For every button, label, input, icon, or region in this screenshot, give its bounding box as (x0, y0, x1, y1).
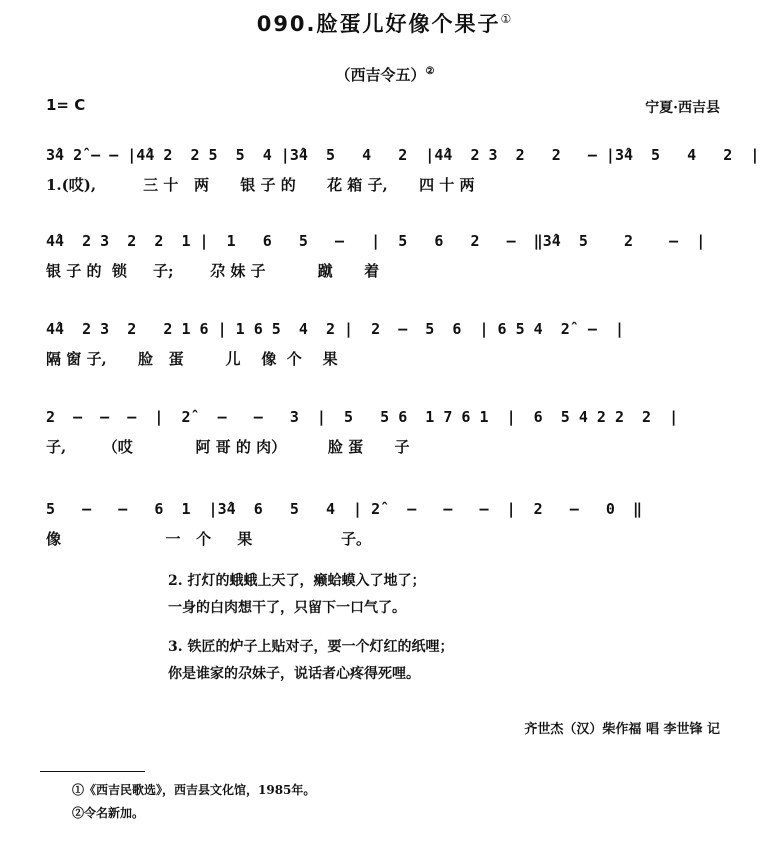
notation-line: 4̂4 2 3 2 2 1 6 | 1 6 5 4 2 | 2 – 5 6 | 6 5 4 2̂ – | (46, 320, 624, 338)
verse-line: 3. 铁匠的炉子上贴对子，要一个灯红的纸哩； (168, 639, 454, 655)
lyric-line: 隔 窗 子, 脸 蛋 儿 像 个 果 (46, 350, 338, 368)
verse-line: 2. 打灯的蛾蛾上天了，癞蛤蟆入了地了； (168, 573, 426, 589)
song-title (0, 8, 770, 38)
footnote-divider (40, 771, 145, 772)
score-row-5 (46, 486, 736, 546)
lyric-line: 子, （哎 阿 哥 的 肉） 脸 蛋 子 (46, 438, 410, 456)
song-region: 宁夏·西吉县 (645, 100, 720, 116)
score-row-1 (46, 132, 760, 194)
lyric-line: 银 子 的 锁 子; 尕 妹 子 蹴 着 (46, 262, 380, 280)
subtitle-footnote-mark: ② (425, 66, 435, 77)
lyric-line: 像 一 个 果 子。 (46, 530, 371, 548)
notation-line: 3̂4 2̂ – – |4̂4 2 2 5 5 4 |3̂4 5 4 2 |4̂4 2 3 2 2 – |3̂4 5 4 2 | (46, 146, 760, 164)
verse-line: 你是谁家的尕妹子，说话者心疼得死哩。 (168, 666, 420, 682)
notation-line: 5 – – 6 1 |3̂4 6 5 4 | 2̂ – – – | 2 – 0 ‖ (46, 500, 643, 518)
notation-line: 2 – – – | 2̂ – – 3 | 5 5 6 1 7 6 1 | 6 5 4 2 2 2 | (46, 408, 679, 426)
verse-2 (168, 568, 426, 622)
lyric-line: 1.(哎), 三 十 两 银 子 的 花 箱 子, 四 十 两 (46, 176, 475, 194)
score-row-3 (46, 306, 736, 366)
subtitle-text: （西吉令五） (335, 66, 426, 84)
score-row-4 (46, 394, 736, 454)
title-text: 090.脸蛋儿好像个果子 (256, 12, 501, 36)
footnote-2: ②令名新加。 (72, 806, 145, 820)
performer-credit: 齐世杰（汉）柴作福 唱 李世锋 记 (524, 722, 720, 737)
footnote-1: ①《西吉民歌选》，西吉县文化馆，1985年。 (72, 783, 316, 797)
title-footnote-mark: ① (500, 12, 514, 26)
verse-3 (168, 634, 454, 688)
key-signature: 1= C (46, 96, 86, 114)
score-row-2 (46, 218, 736, 278)
song-subtitle (0, 64, 770, 85)
notation-line: 4̂4 2 3 2 2 1 | 1 6 5 – | 5 6 2 – ‖3̂4 5 2 – | (46, 232, 706, 250)
verse-line: 一身的白肉想干了，只留下一口气了。 (168, 600, 406, 616)
